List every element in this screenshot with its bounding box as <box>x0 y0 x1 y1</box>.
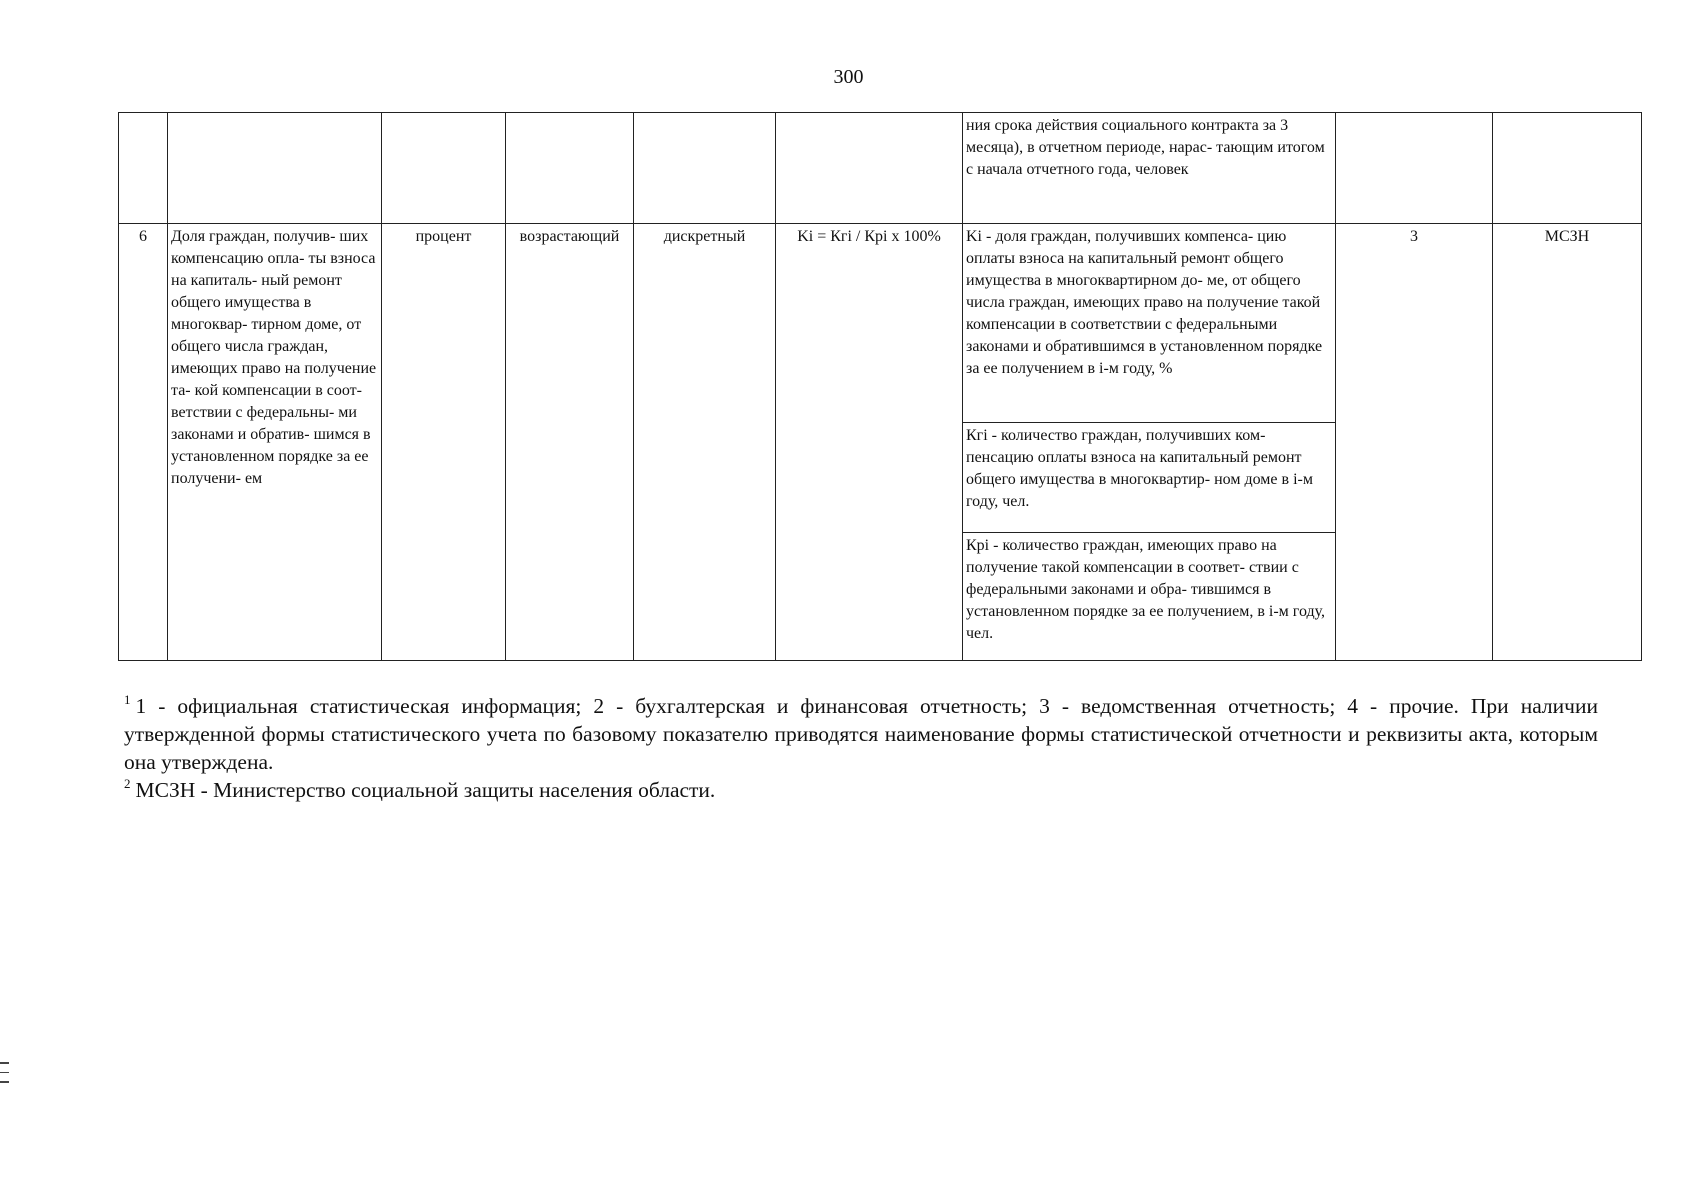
footnote-1 <box>124 692 1598 776</box>
cell-empty <box>1493 113 1642 224</box>
cell-empty <box>382 113 506 224</box>
cell-empty <box>634 113 776 224</box>
footnote-1-text: 1 - официальная статистическая информация; 2 - бухгалтерская и финансовая отчетность; 3 - ведомственная отчетность; 4 - прочие. При наличии утвержденной формы статистического учета по базовому показателю приводятся наименование формы статистической отчетности и реквизиты акта, которым она утверждена. <box>124 694 1598 774</box>
cell-empty <box>506 113 634 224</box>
page-number: 300 <box>833 66 864 88</box>
margin-mark <box>0 1081 9 1083</box>
responsible-body: МСЗН <box>1493 224 1642 661</box>
unit-of-measure: процент <box>382 224 506 661</box>
footnote-2-text: МСЗН - Министерство социальной защиты населения области. <box>135 778 716 802</box>
cell-empty <box>119 113 168 224</box>
continuation-definition: ния срока действия социального контракта за 3 месяца), в отчетном периоде, нарас- тающим итогом с начала отчетного года, человек <box>963 113 1336 224</box>
cell-empty <box>1336 113 1493 224</box>
continuation-row <box>119 113 1642 224</box>
row-number: 6 <box>119 224 168 661</box>
cell-empty <box>168 113 382 224</box>
data-source: 3 <box>1336 224 1493 661</box>
dynamics: возрастающий <box>506 224 634 661</box>
definition-kgi: Кгi - количество граждан, получивших ком- пенсацию оплаты взноса на капитальный ремонт общего имущества в многоквартир- ном доме в i-м году, чел. <box>963 423 1336 533</box>
table-row <box>119 224 1642 423</box>
footnotes <box>124 692 1598 804</box>
indicator-name: Доля граждан, получив- ших компенсацию опла- ты взноса на капиталь- ный ремонт общего имущества в многоквар- тирном доме, от общего числа граждан, имеющих право на получение та- кой компенсации в соот- ветствии с федеральны- ми законами и обратив- шимся в установленном порядке за ее получени- ем <box>168 224 382 661</box>
formula: Ki = Кгi / Кpi x 100% <box>776 224 963 661</box>
margin-mark <box>0 1072 9 1074</box>
cell-empty <box>776 113 963 224</box>
footnote-2 <box>124 776 1598 804</box>
margin-mark <box>0 1062 9 1064</box>
definition-ki: Ki - доля граждан, получивших компенса- цию оплаты взноса на капитальный ремонт общего имущества в многоквартирном до- ме, от общего числа граждан, имеющих право на получение такой компенсации в соответствии с федеральными законами и обратившимся в установленном порядке за ее получением в i-м году, % <box>963 224 1336 423</box>
footnote-2-marker: 2 <box>124 776 131 791</box>
indicator-type: дискретный <box>634 224 776 661</box>
footnote-1-marker: 1 <box>124 692 131 707</box>
indicator-table <box>118 112 1642 661</box>
scan-margin-marks <box>0 1062 10 1091</box>
definition-kpi: Кpi - количество граждан, имеющих право на получение такой компенсации в соответ- ствии с федеральными законами и обра- тившимся в установленном порядке за ее получением, в i-м году, чел. <box>963 533 1336 661</box>
